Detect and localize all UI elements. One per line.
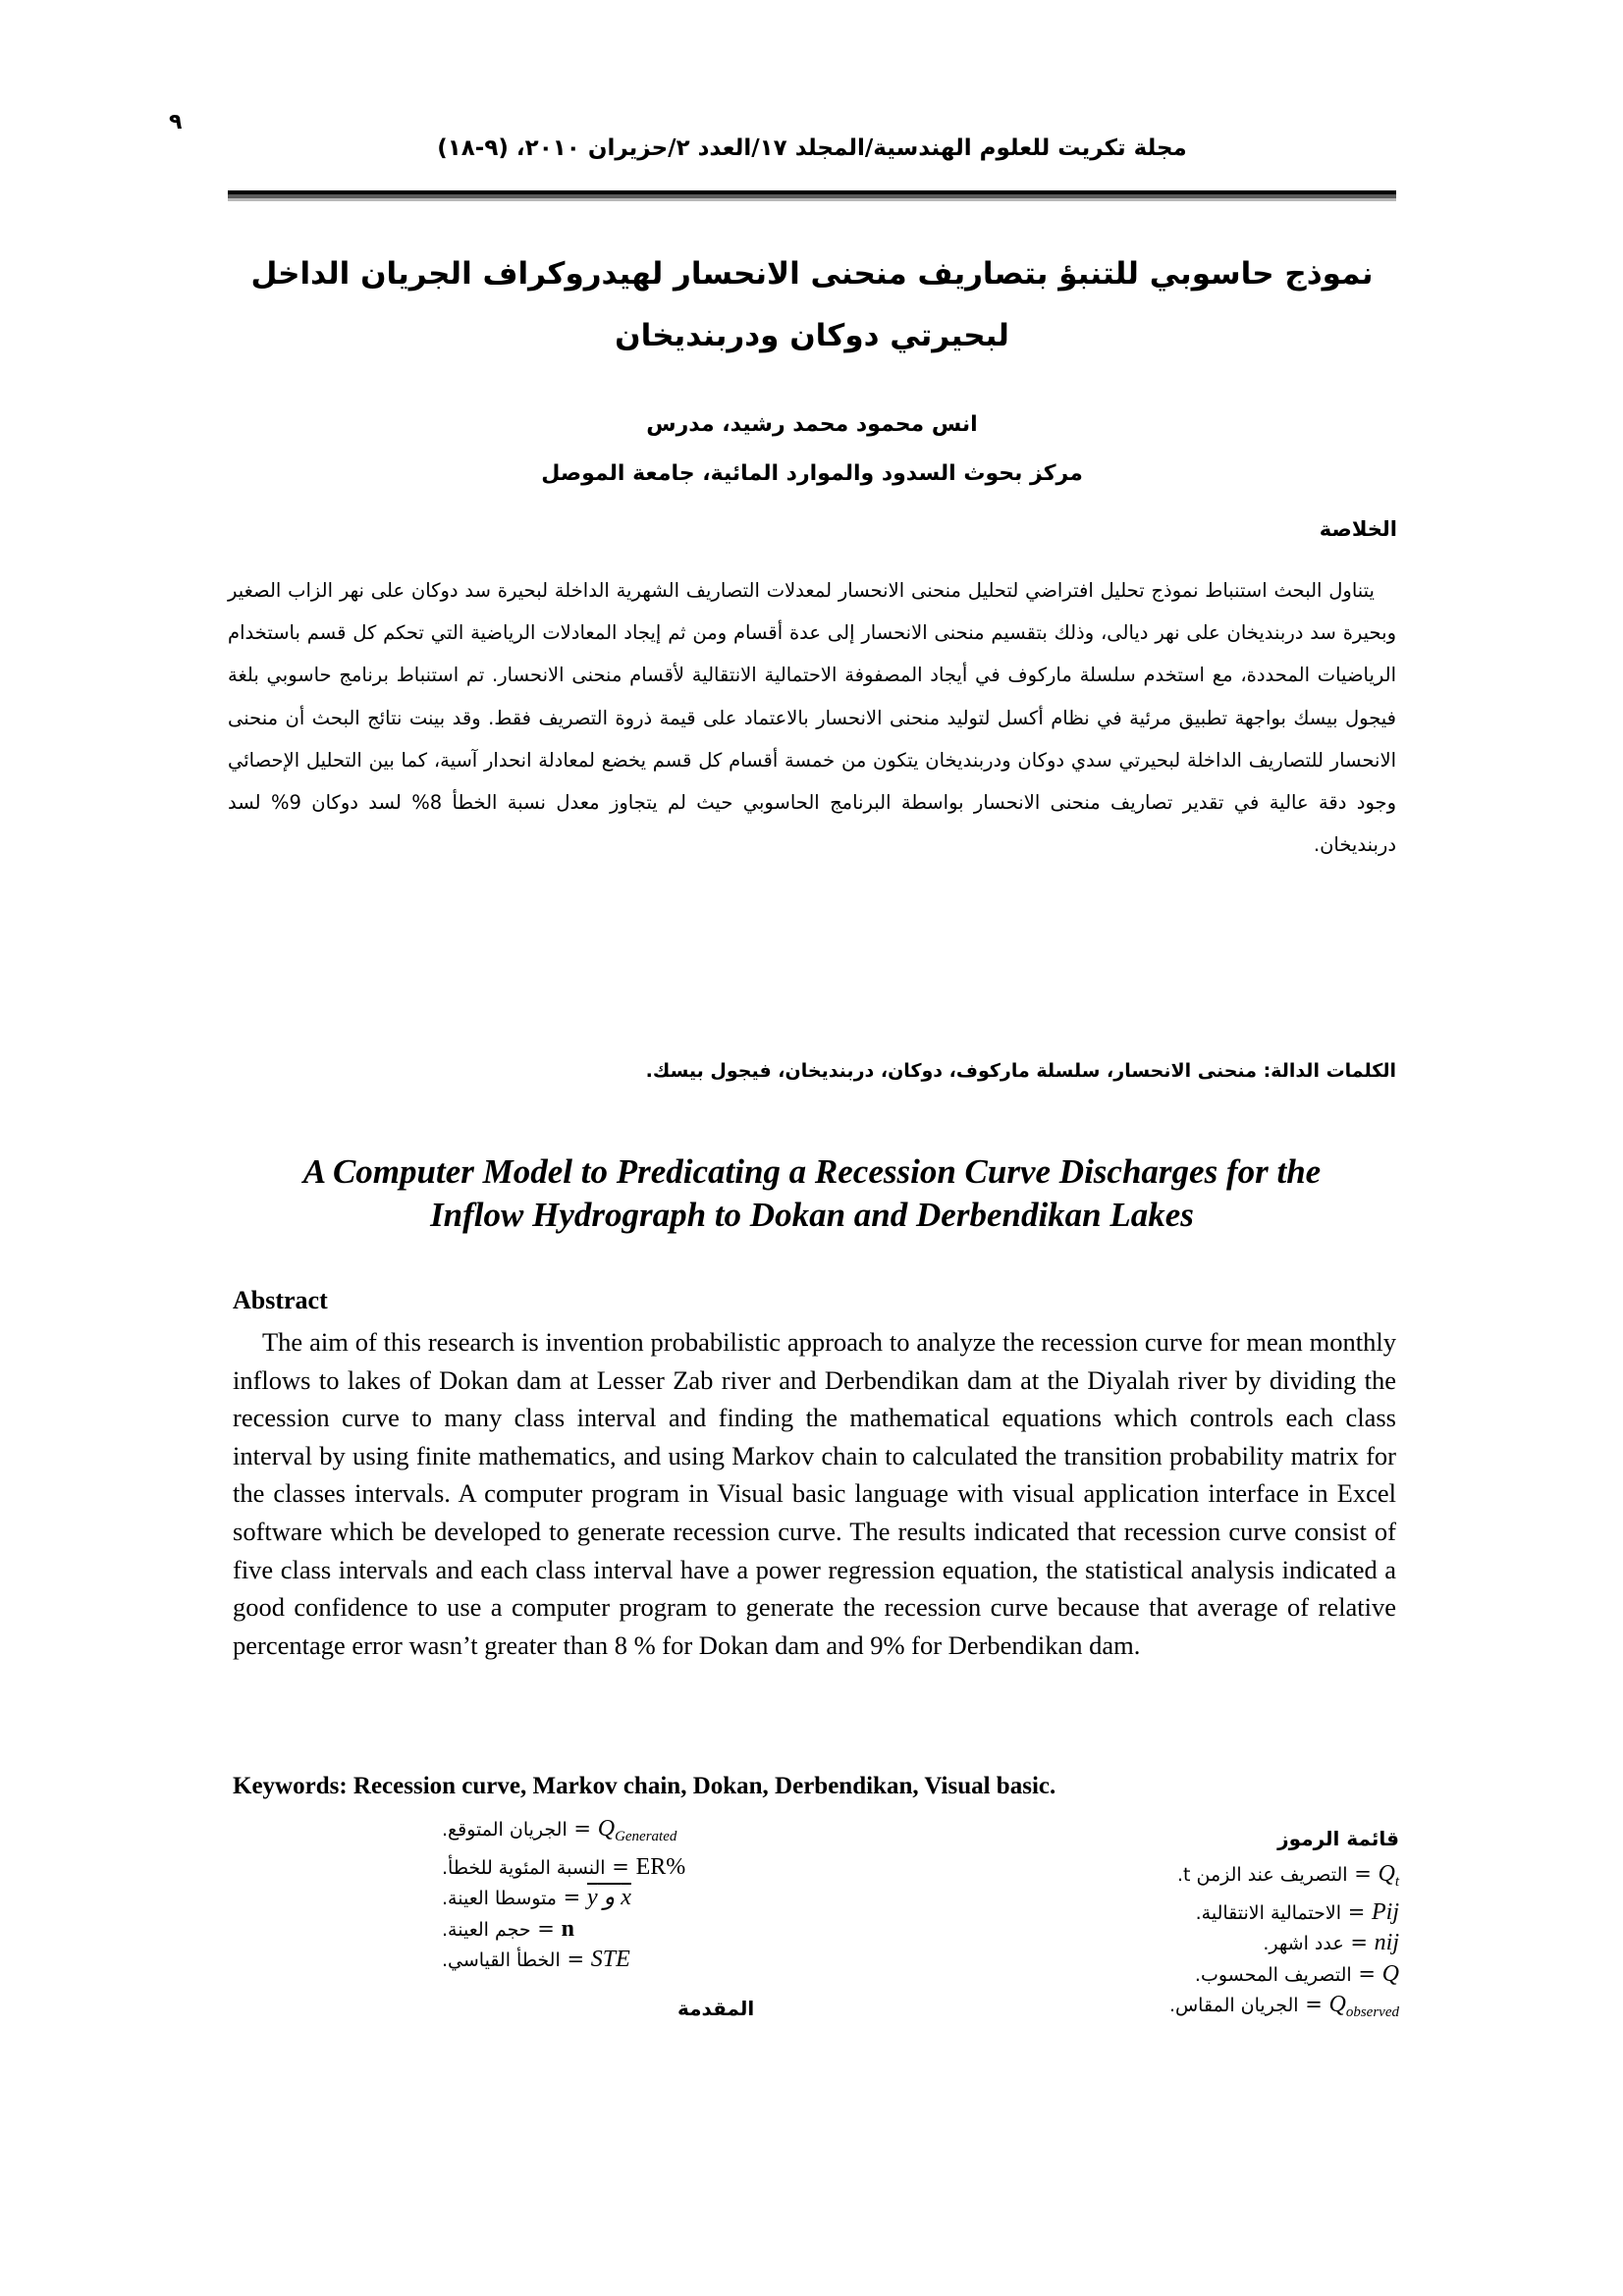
arabic-title-line-2: لبحيرتي دوكان ودربنديخان (615, 318, 1009, 353)
symbol-meaning: عدد اشهر. (1263, 1933, 1344, 1954)
symbol: ER% (635, 1853, 686, 1880)
symbol-meaning: الجريان المتوقع. (442, 1819, 568, 1841)
symbol-row: nij = عدد اشهر. (1263, 1930, 1399, 1955)
symbol-meaning: الخطأ القياسي. (442, 1949, 561, 1971)
english-keywords: Keywords: Recession curve, Markov chain, Dokan, Derbendikan, Visual basic. (233, 1773, 1056, 1799)
english-abstract-body: The aim of this research is invention probabilistic approach to analyze the recession curve for mean monthly inflows to lakes of Dokan dam at Lesser Zab river and Derbendikan dam at the Diyalah river by dividing the recession curve to many class interval and finding the mathematical equations which controls each class interval by using finite mathematics, and using Markov chain to calculated the transition probability matrix for the classes intervals. A computer program in Visual basic language with visual application interface in Excel software which be developed to generate recession curve. The results indicated that recession curve consist of five class intervals and each class interval have a power regression equation, the statistical analysis indicated a good confidence to use a computer program to generate the recession curve because that average of relative percentage error wasn’t greater than 8 % for Dokan dam and 9% for Derbendikan dam. (233, 1327, 1396, 1660)
arabic-affiliation: مركز بحوث السدود والموارد المائية، جامعة الموصل (541, 461, 1083, 486)
symbol: Pij (1372, 1898, 1399, 1925)
symbol: $Q_{Generated}$ (597, 1816, 677, 1844)
english-abstract-heading: Abstract (233, 1286, 328, 1314)
symbol-meaning: النسبة المئوية للخطأ. (442, 1856, 606, 1879)
symbol-row: $Q_{observed}$ = الجريان المقاس. (1168, 1992, 1399, 2020)
symbol: nij (1374, 1930, 1399, 1955)
arabic-title-line-1: نموذج حاسوبي للتنبؤ بتصاريف منحنى الانحسار لهيدروكراف الجريان الداخل (250, 256, 1374, 292)
symbol-row: $Q_{Generated}$ = الجريان المتوقع. (442, 1816, 677, 1844)
symbol-row: n = حجم العينة. (442, 1915, 574, 1942)
symbol-meaning: التصريف عند الزمن t. (1176, 1864, 1348, 1886)
symbol: n (561, 1915, 574, 1942)
symbol-meaning: التصريف المحسوب. (1194, 1963, 1352, 1986)
symbol-row: x و y = متوسطا العينة. (442, 1885, 631, 1910)
symbol-meaning: حجم العينة. (442, 1918, 531, 1941)
english-title-line-2: Inflow Hydrograph to Dokan and Derbendikan Lakes (430, 1196, 1194, 1234)
symbols-title: قائمة الرموز (1277, 1827, 1399, 1850)
symbol: $Q_{observed}$ (1328, 1992, 1399, 2020)
symbol-row: STE = الخطأ القياسي. (442, 1947, 630, 1972)
symbol: Q (1381, 1960, 1399, 1987)
symbol: x و y (586, 1885, 631, 1910)
arabic-author: انس محمود محمد رشيد، مدرس (646, 412, 978, 437)
header-rule (228, 190, 1396, 200)
symbol-row: $Q_t$ = التصريف عند الزمن t. (1176, 1861, 1399, 1890)
page-number: ٩ (169, 110, 183, 134)
symbol: $Q_t$ (1378, 1861, 1399, 1890)
symbol-meaning: الاحتمالية الانتقالية. (1195, 1901, 1342, 1924)
symbols-list-left (442, 1814, 761, 1976)
english-title-line-1: A Computer Model to Predicating a Recession Curve Discharges for the (302, 1152, 1322, 1191)
symbol-row: Q = التصريف المحسوب. (1194, 1960, 1399, 1987)
symbols-list-right (1080, 1824, 1399, 2028)
symbol-row: ER% = النسبة المئوية للخطأ. (442, 1853, 686, 1880)
arabic-keywords: الكلمات الدالة: منحنى الانحسار، سلسلة ماركوف، دوكان، دربنديخان، فيجول بيسك. (645, 1060, 1396, 1082)
english-title (228, 1150, 1396, 1237)
symbol-row: Pij = الاحتمالية الانتقالية. (1195, 1898, 1399, 1925)
introduction-heading: المقدمة (677, 1997, 755, 2020)
symbol-meaning: الجريان المقاس. (1168, 1995, 1299, 2016)
arabic-title (228, 243, 1396, 367)
symbol: STE (590, 1947, 630, 1972)
journal-header: مجلة تكريت للعلوم الهندسية/المجلد ١٧/العدد ٢/حزيران ٢٠١٠، (٩-١٨) (437, 135, 1187, 161)
symbol-meaning: متوسطا العينة. (442, 1888, 557, 1909)
arabic-abstract-heading: الخلاصة (1319, 517, 1397, 541)
arabic-abstract-body: يتناول البحث استنباط نموذج تحليل افتراضي لتحليل منحنى الانحسار لمعدلات التصاريف الشهرية الداخلة لبحيرة سد دوكان على نهر الزاب الصغير وبحيرة سد دربنديخان على نهر ديالى، وذلك بتقسيم منحنى الانحسار إلى عدة أقسام ومن ثم إيجاد المعادلات الرياضية التي تحكم كل قسم باستخدام الرياضيات المحددة، مع استخدم سلسلة ماركوف في أيجاد المصفوفة الاحتمالية الانتقالية لأقسام منحنى الانحسار. تم استنباط برنامج حاسوبي بلغة فيجول بيسك بواجهة تطبيق مرئية في نظام أكسل لتوليد منحنى الانحسار بالاعتماد على قيمة ذروة التصريف فقط. وقد بينت نتائج البحث أن منحنى الانحسار للتصاريف الداخلة لبحيرتي سدي دوكان ودربنديخان يتكون من خمسة أقسام كل قسم يخضع لمعادلة انحدار آسية، كما بين التحليل الإحصائي وجود دقة عالية في تقدير تصاريف منحنى الانحسار بواسطة البرنامج الحاسوبي حيث لم يتجاوز معدل نسبة الخطأ 8% لسد دوكان 9% لسد دربنديخان. (228, 579, 1397, 857)
